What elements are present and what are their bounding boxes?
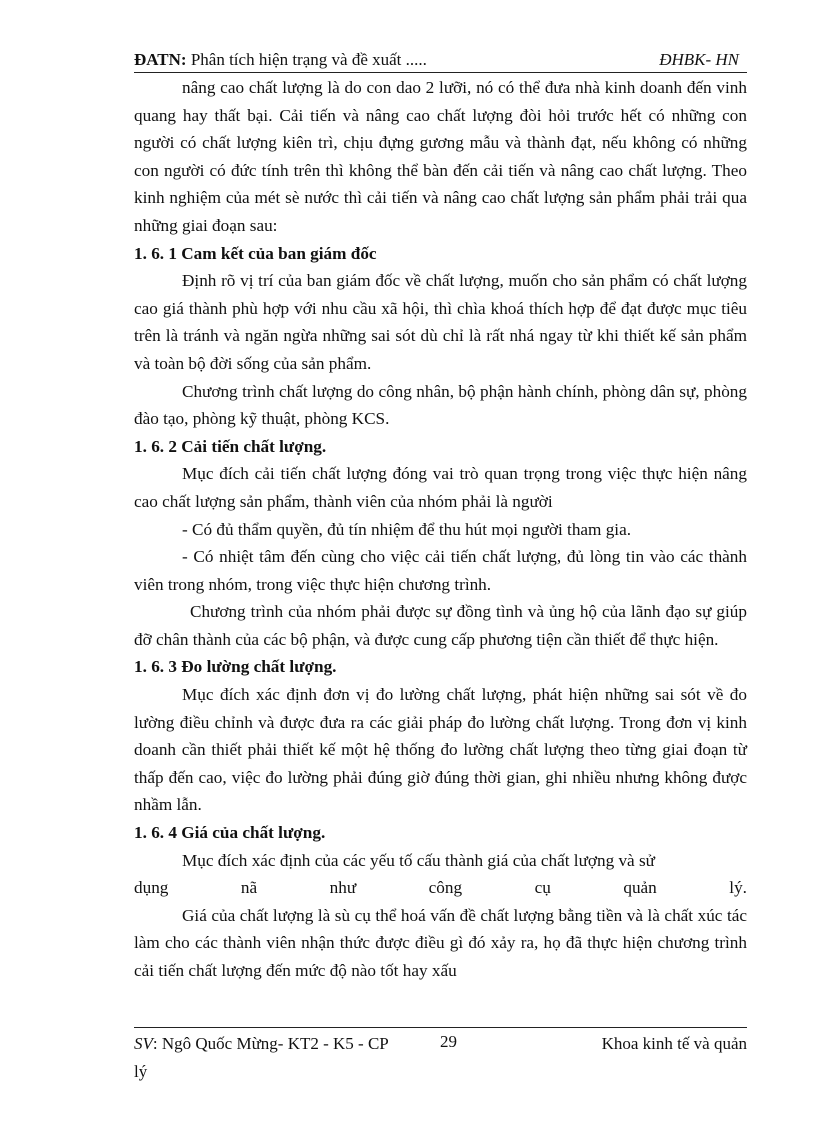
footer-student: [134, 1034, 389, 1054]
footer-student-text: : Ngô Quốc Mừng- KT2 - K5 - CP: [152, 1034, 389, 1053]
page-body: [134, 74, 747, 985]
heading-1-6-4: 1. 6. 4 Giá của chất lượng.: [134, 823, 326, 843]
word: cụ: [534, 878, 551, 898]
bullet-authority: - Có đủ thẩm quyền, đủ tín nhiệm để thu hút mọi người tham gia.: [182, 519, 631, 539]
word: lý.: [729, 878, 747, 898]
word: quản: [623, 878, 657, 898]
heading-1-6-3: 1. 6. 3 Đo lường chất lượng.: [134, 657, 337, 677]
header-institution: ĐHBK- HN: [659, 50, 739, 69]
paragraph-team-program: Chương trình của nhóm phải được sự đồng tình và ủng hộ của lãnh đạo sự giúp đỡ chân thành của các bộ phận, và được cung cấp phương tiện cần thiết để thực hiện.: [134, 602, 747, 649]
paragraph-program: Chương trình chất lượng do công nhân, bộ phận hành chính, phòng dân sự, phòng đào tạo, phòng kỹ thuật, phòng KCS.: [134, 381, 747, 429]
heading-1-6-1: 1. 6. 1 Cam kết của ban giám đốc: [134, 243, 377, 263]
header-title-bold: ĐATN:: [134, 50, 187, 69]
footer-student-label: SV: [134, 1034, 153, 1053]
word: dụng: [134, 878, 169, 898]
paragraph-measurement: Mục đích xác định đơn vị đo lường chất lượng, phát hiện những sai sót về đo lường điều chỉnh và được đưa ra các giải pháp đo lường chất lượng. Trong đơn vị kinh doanh cần thiết phải thiết kế một hệ thống đo lường chất lượng theo từng giai đoạn từ thấp đến cao, việc đo lường phải đúng giờ đúng thời gian, ghi nhiều nhưng không được nhầm lẫn.: [134, 685, 747, 815]
paragraph-improvement: Mục đích cải tiến chất lượng đóng vai trò quan trọng trong việc thực hiện nâng cao chất lượng sản phẩm, thành viên của nhóm phải là người: [134, 464, 747, 511]
page-number: 29: [440, 1032, 457, 1051]
paragraph-intro: nâng cao chất lượng là do con dao 2 lưỡi, nó có thể đưa nhà kinh doanh đến vinh quang hay thất bại. Cải tiến và nâng cao chất lượng đòi hỏi trước hết có những con người có chất lượng kiên trì, chịu đựng gương mẫu và thành đạt, nếu không có những con người có đức tính trên thì không thể bàn đến cải tiến và nâng cao chất lượng. Theo kinh nghiệm của mét sè nước thì cải tiến và nâng cao chất lượng sản phẩm phải trải qua những giai đoạn sau:: [134, 78, 747, 235]
paragraph-commitment: Định rõ vị trí của ban giám đốc về chất lượng, muốn cho sản phẩm có chất lượng cao giá thành phù hợp với nhu cầu xã hội, thì chìa khoá thích hợp để đạt được mục tiêu trên là tránh và ngăn ngừa những sai sót dù chỉ là rất nhá ngay từ khi thiết kế sản phẩm và toàn bộ đời sống của sản phẩm.: [134, 271, 747, 373]
paragraph-cost-purpose-cont: [134, 874, 747, 902]
page-footer: [134, 1027, 747, 1081]
paragraph-cost-definition: Giá của chất lượng là sù cụ thể hoá vấn đề chất lượng bằng tiền và là chất xúc tác làm cho các thành viên nhận thức được điều gì đó xảy ra, họ đã thực hiện chương trình cải tiến chất lượng đến mức độ nào tốt hay xấu: [134, 905, 747, 980]
footer-faculty-cont: lý: [134, 1062, 148, 1081]
word: công: [428, 878, 463, 898]
bullet-enthusiasm: - Có nhiệt tâm đến cùng cho việc cải tiến chất lượng, đủ lòng tin vào các thành viên trong nhóm, trong việc thực hiện chương trình.: [134, 547, 747, 594]
page-header: [134, 46, 747, 73]
header-title: [134, 50, 427, 70]
header-title-text: Phân tích hiện trạng và đề xuất .....: [186, 50, 427, 69]
word: nã: [240, 878, 258, 898]
paragraph-cost-purpose: Mục đích xác định của các yếu tố cấu thành giá của chất lượng và sử: [182, 850, 655, 870]
heading-1-6-2: 1. 6. 2 Cải tiến chất lượng.: [134, 436, 327, 456]
footer-faculty: Khoa kinh tế và quản: [601, 1034, 747, 1053]
word: như: [329, 878, 357, 898]
